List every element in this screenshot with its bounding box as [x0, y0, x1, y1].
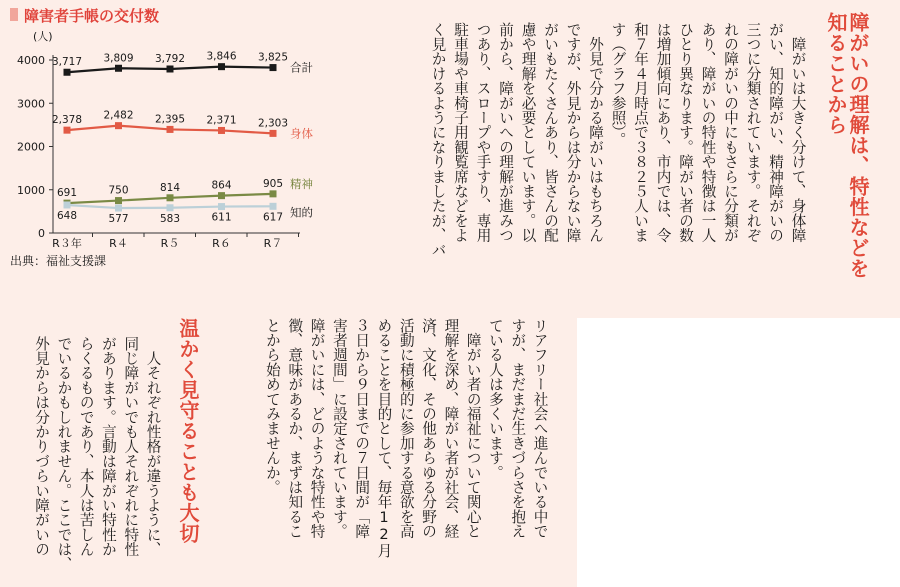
data-point [218, 192, 225, 199]
text-column: 前から、障がいへの理解が進みつ [497, 22, 515, 243]
text-column: 障がい者の福祉について関心と [464, 318, 482, 539]
chart-source: 出典：福祉支援課 [10, 254, 107, 268]
data-label: 3,809 [103, 52, 134, 65]
data-label: 617 [262, 211, 284, 224]
text-column: 害者週間」に設定されています。 [330, 318, 348, 539]
x-tick-label: R６ [212, 237, 231, 250]
data-point [218, 203, 225, 210]
text-column: 三つに分類されています。それぞ [744, 22, 762, 243]
x-tick-label: R７ [263, 237, 283, 250]
y-tick-label: 1000 [17, 183, 45, 197]
data-label: 905 [262, 177, 284, 190]
text-column: がい、知的障がい、精神障がいの [767, 22, 785, 243]
text-column: 駐車場や車椅子用観覧席などをよ [452, 22, 470, 243]
data-label: 864 [211, 179, 232, 192]
data-point [218, 63, 225, 70]
data-label: 3,825 [257, 51, 289, 64]
data-point [270, 64, 277, 71]
series-label: 知的 [290, 205, 313, 220]
data-point [64, 201, 71, 208]
data-point [64, 69, 71, 76]
data-label: 2,482 [103, 109, 134, 122]
data-point [218, 127, 225, 134]
y-tick-label: 3000 [17, 97, 45, 111]
text-column: すが、まだまだ生きづらさを抱え [509, 318, 527, 539]
data-point [167, 126, 174, 133]
text-column: とから始めてみませんか。 [263, 318, 281, 495]
text-column: 和７年４月時点で３８２５人いま [632, 22, 650, 243]
text-column: ３日から９日までの７日間が「障 [353, 318, 371, 539]
data-point [270, 203, 277, 210]
line-chart [0, 0, 340, 260]
chart-unit: (人) [33, 30, 53, 43]
y-tick-label: 0 [38, 227, 45, 240]
text-column: がいもたくさんあり、皆さんの配 [542, 22, 560, 243]
blank-white-area [577, 318, 900, 587]
text-column: リアフリー社会へ進んでいる中で [531, 318, 549, 539]
text-column: ている人は多くいます。 [486, 318, 504, 480]
text-column: 済、文化、その他あらゆる分野の [420, 318, 438, 539]
text-column: あり、障がいの特性や特徴は一人 [699, 22, 717, 243]
text-column: ですが、外見からは分からない障 [564, 22, 582, 243]
data-label: 814 [159, 181, 181, 194]
data-label: 2,378 [51, 114, 83, 127]
data-point [167, 65, 174, 72]
data-label: 577 [108, 213, 129, 226]
data-point [270, 130, 277, 137]
data-label: 750 [108, 184, 129, 197]
data-label: 3,717 [51, 56, 83, 69]
data-point [115, 65, 122, 72]
x-tick-label: R４ [109, 237, 128, 250]
section-heading-warm: 温かく見守ることも大切 [176, 318, 200, 544]
data-label: 648 [56, 209, 78, 222]
data-label: 2,371 [206, 114, 237, 127]
data-label: 691 [56, 187, 78, 200]
data-point [115, 205, 122, 212]
series-label: 精神 [290, 176, 313, 191]
data-label: 3,792 [154, 52, 186, 65]
x-tick-label: R５ [160, 237, 180, 250]
data-point [167, 194, 174, 201]
text-column: 同じ障がいでも人それぞれに特性 [122, 336, 140, 557]
data-label: 2,395 [154, 113, 186, 126]
text-column: でいるかもしれません。ここでは、 [55, 336, 73, 572]
text-column: 障がいは大きく分けて、身体障 [789, 22, 807, 243]
data-point [64, 127, 71, 134]
text-column: ひとり異なります。障がい者の数 [677, 22, 695, 243]
text-column: 理解を深め、障がい者が社会、経 [442, 318, 460, 539]
x-tick-label: R３年 [52, 237, 82, 250]
series-label: 合計 [290, 60, 313, 75]
text-column: 外見からは分かりづらい障がいの [33, 336, 51, 557]
data-point [167, 204, 174, 211]
text-column: らくるものであり、本人は苦しん [77, 336, 95, 557]
data-label: 3,846 [206, 50, 237, 63]
y-tick-label: 2000 [17, 140, 45, 154]
y-tick-label: 4000 [17, 54, 45, 67]
text-column: は増加傾向にあり、市内では、令 [654, 22, 672, 243]
section-heading-line-1: 障がいの理解は、特性などを [846, 12, 870, 279]
data-label: 611 [211, 211, 232, 224]
data-point [115, 122, 122, 129]
text-column: す（グラフ参照）。 [609, 22, 627, 147]
text-column: 徴、意味があるか、まずは知るこ [286, 318, 304, 539]
text-column: れの障がいの中にもさらに分類が [722, 22, 740, 243]
data-label: 583 [159, 212, 181, 225]
text-column: 人それぞれ性格が違うように、 [144, 336, 162, 557]
text-column: 障がいには、どのような特性や特 [308, 318, 326, 539]
section-heading-line-2: 知ることから [824, 12, 848, 135]
series-label: 身体 [290, 126, 313, 141]
text-column: 活動に積極的に参加する意欲を高 [397, 318, 415, 539]
text-column: く見かけるようになりましたが、バ [429, 22, 447, 258]
text-column: つあり、スロープや手すり、専用 [474, 22, 492, 243]
text-column: があります。言動は障がい特性か [99, 336, 117, 557]
chart-title: 障害者手帳の交付数 [24, 7, 160, 25]
data-point [270, 190, 277, 197]
text-column: めることを目的として、毎年12月 [375, 318, 393, 558]
text-column: 慮や理解を必要としています。以 [519, 22, 537, 243]
data-point [115, 197, 122, 204]
text-column: 外見で分かる障がいはもちろん [587, 22, 605, 243]
data-label: 2,303 [257, 117, 289, 130]
